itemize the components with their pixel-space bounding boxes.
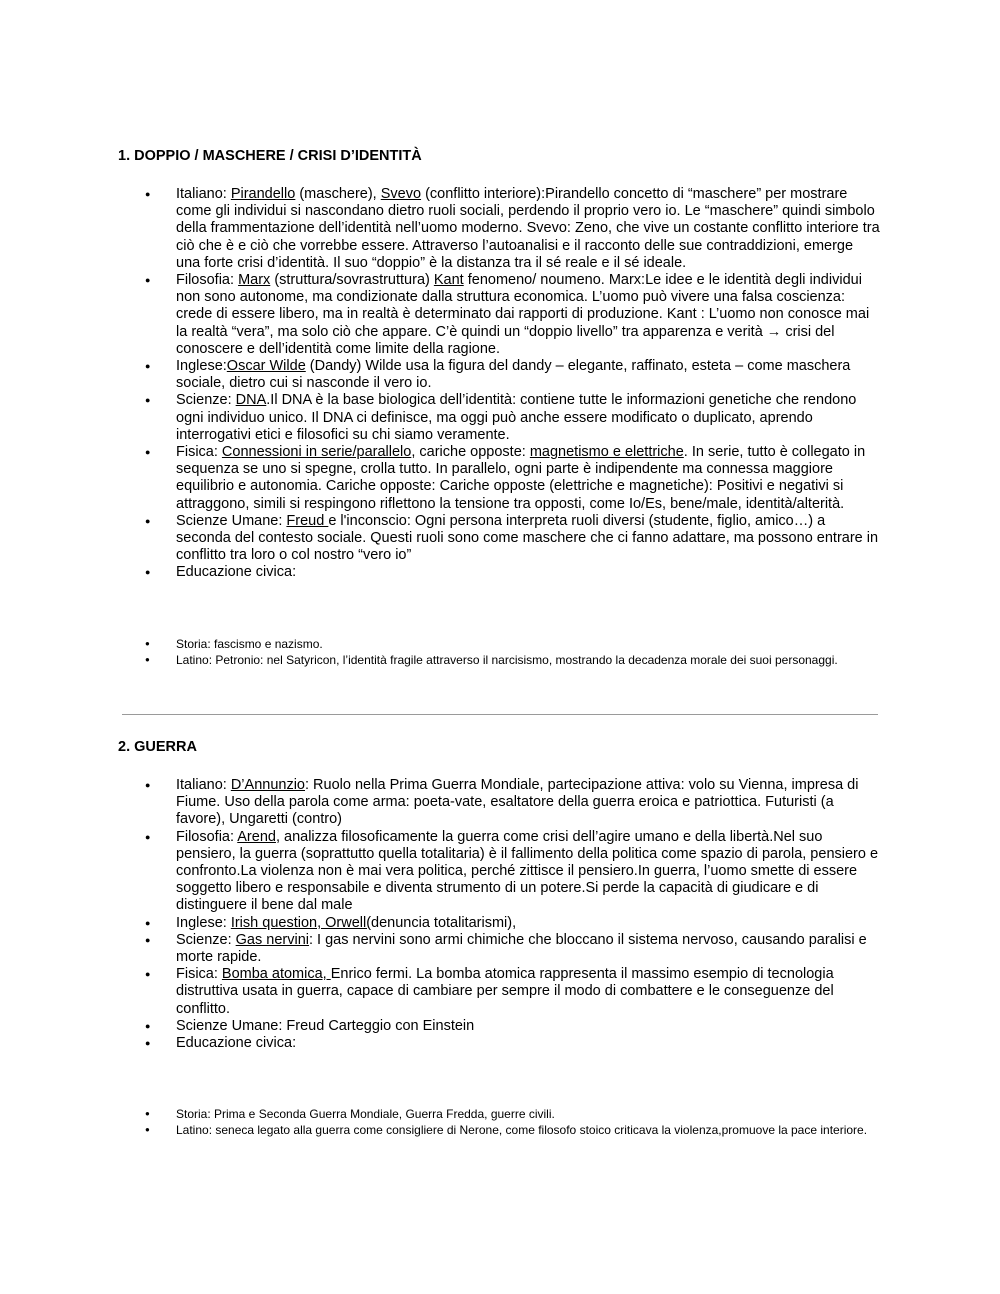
list-item-inglese [118,915,880,932]
item-text: (conflitto interiore):Pirandello concetto di “maschere” per mostrare come gli individui si nascondano dietro ruoli sociali, perdendo il proprio vero io. Le “maschere” quindi simbolo della frammentazione dell’identità nell’uomo moderno. Svevo: Zeno, che vive un costante conflitto interiore tra ciò che è e ciò che vorrebbe essere. Attraverso l’autoanalisi e il racconto delle sue contraddizioni, emerge una forte crisi d’identità. Il suo “doppio” è la distanza tra il sé reale e il sé ideale. [176,186,880,271]
topic-list-small [118,1106,880,1138]
item-text: Enrico fermi. La bomba atomica rappresenta il massimo esempio di tecnologia distruttiva usata in guerra, capace di cambiare per sempre il modo di combattere e le conseguenze del conflitto. [176,966,834,1017]
item-link[interactable]: Gas nervini [235,931,309,948]
topic-list [118,186,880,582]
list-item-storia: ● Storia: Prima e Seconda Guerra Mondiale, Guerra Fredda, guerre civili. [118,1106,880,1122]
list-item-scienze [118,392,880,444]
item-prefix: Filosofia: [176,828,238,845]
list-item-scienze-umane [118,1018,880,1035]
item-text: fenomeno/ noumeno. Marx:Le idee e le identità degli individui non sono autonome, ma condizionate dalla struttura economica. L’uomo può vivere una falsa coscienza: crede di essere libero, ma in realtà è determinato dai rapporti di produzione. Kant : L’uomo non conosce mai la realtà “vera”, ma solo ciò che appare. C’è quindi un “doppio livello” tra apparenza e verità → crisi del conoscere e dell’identità come limite della ragione. [176,272,870,357]
item-text: : I gas nervini sono armi chimiche che bloccano il sistema nervoso, causando paralisi e morte rapide. [176,931,867,966]
topic-list-small [118,636,880,668]
item-prefix: Fisica: [176,444,222,461]
item-text: , cariche opposte: [411,444,530,461]
list-item-inglese [118,358,880,392]
item-link[interactable]: Irish question, Orwell( [230,914,372,931]
section-guerra [118,739,880,1138]
item-prefix: Fisica: [176,966,222,983]
item-prefix: Italiano: [176,186,231,202]
section-doppio [118,148,880,668]
list-item-educazione-civica [118,564,880,581]
item-prefix: Filosofia: [176,272,239,289]
item-text: . In serie, tutto è collegato in sequenza se uno si spegne, crolla tutto. In parallelo, ogni parte è indipendente ma connessa maggiore equilibrio e autonomia. Cariche opposte: Cariche opposte (elettriche e magnetiche): Positivi e negativi si attraggono, simili si respingono riflettono la tensione tra opposti, come Io/Es, bene/male, identità/alterità. [176,444,866,512]
list-item-educazione-civica [118,1035,880,1052]
list-item-italiano [118,777,880,829]
horizontal-divider [122,714,878,715]
item-link[interactable]: Kant [433,272,464,289]
item-prefix: Scienze Umane: Freud Carteggio con Einstein [176,1017,475,1034]
item-text: (struttura/sovrastruttura) [270,272,434,289]
list-item-storia: ● Storia: fascismo e nazismo. [118,636,880,652]
list-item-fisica [118,444,880,513]
list-item-italiano [118,186,880,272]
item-link[interactable]: Freud [286,512,329,529]
item-text: .Il DNA è la base biologica dell’identità: contiene tutte le informazioni genetiche che rendono ogni individuo unico. Il DNA ci definisce, ma oggi può anche essere modificato o duplicato, aprendo interrogativi etici e filosofici su chi siamo veramente. [176,392,857,443]
list-item-filosofia [118,272,880,358]
item-prefix: Scienze: [176,392,236,409]
item-link[interactable]: DNA [235,392,267,409]
item-link[interactable]: Connessioni in serie/parallelo [221,444,412,461]
item-link[interactable]: Arend [237,828,276,845]
item-link[interactable]: Pirandello [230,186,296,202]
item-text: denuncia totalitarismi), [371,914,517,931]
item-link[interactable]: magnetismo e elettriche [529,444,684,461]
item-prefix: Inglese: [176,358,227,375]
item-prefix: Scienze Umane: [176,512,287,529]
list-item-latino: ● Latino: seneca legato alla guerra come consigliere di Nerone, come filosofo stoico criticava la violenza,promuove la pace interiore. [118,1122,880,1138]
item-link[interactable]: Marx [238,272,271,289]
topic-list [118,777,880,1052]
list-item-filosofia [118,829,880,915]
list-item-latino: ● Latino: Petronio: nel Satyricon, l’identità fragile attraverso il narcisismo, mostrando la decadenza morale dei suoi personaggi. [118,652,880,668]
item-prefix: Educazione civica: [176,564,297,581]
item-prefix: Italiano: [176,777,231,793]
item-text: : Ruolo nella Prima Guerra Mondiale, partecipazione attiva: volo su Vienna, impresa di Fiume. Uso della parola come arma: poeta-vate, esaltatore della guerra eroica e patriottica. Futuristi (a favore), Ungaretti (contro) [176,777,859,828]
item-link[interactable]: Svevo [380,186,422,202]
list-item-scienze-umane [118,513,880,565]
item-prefix: Scienze: [176,931,236,948]
item-prefix: Educazione civica: [176,1035,297,1052]
item-link[interactable]: Oscar Wilde [226,358,306,375]
section-title: 2. GUERRA [118,739,197,755]
item-text: , analizza filosoficamente la guerra come crisi dell’agire umano e della libertà.Nel suo pensiero, la guerra (soprattutto quella totalitaria) è il fallimento della politica come spazio di parola, pensiero e confronto.La violenza non è mai vera politica, perché zittisce il pensiero.In guerra, l’uomo smette di essere soggetto libero e responsabile e diventa strumento di un potere.Si perde la capacità di giudicare e di distinguere il bene dal male [176,828,879,914]
list-item-fisica [118,966,880,1018]
item-text: (maschere), [295,186,381,202]
item-link[interactable]: D’Annunzio [230,777,305,793]
item-text: e l'inconscio: Ogni persona interpreta ruoli diversi (studente, figlio, amico…) a seconda del contesto sociale. Questi ruoli sono come maschere che ci fanno adattare, ma possono entrare in conflitto tra loro o col nostro “vero io” [176,512,879,564]
item-prefix: Inglese: [176,914,231,931]
item-link[interactable]: Bomba atomica, [221,966,331,983]
section-title: 1. DOPPIO / MASCHERE / CRISI D’IDENTITÀ [118,148,422,164]
list-item-scienze [118,932,880,966]
item-text: (Dandy) Wilde usa la figura del dandy – elegante, raffinato, esteta – come maschera sociale, dietro cui si nasconde il vero io. [176,358,851,392]
